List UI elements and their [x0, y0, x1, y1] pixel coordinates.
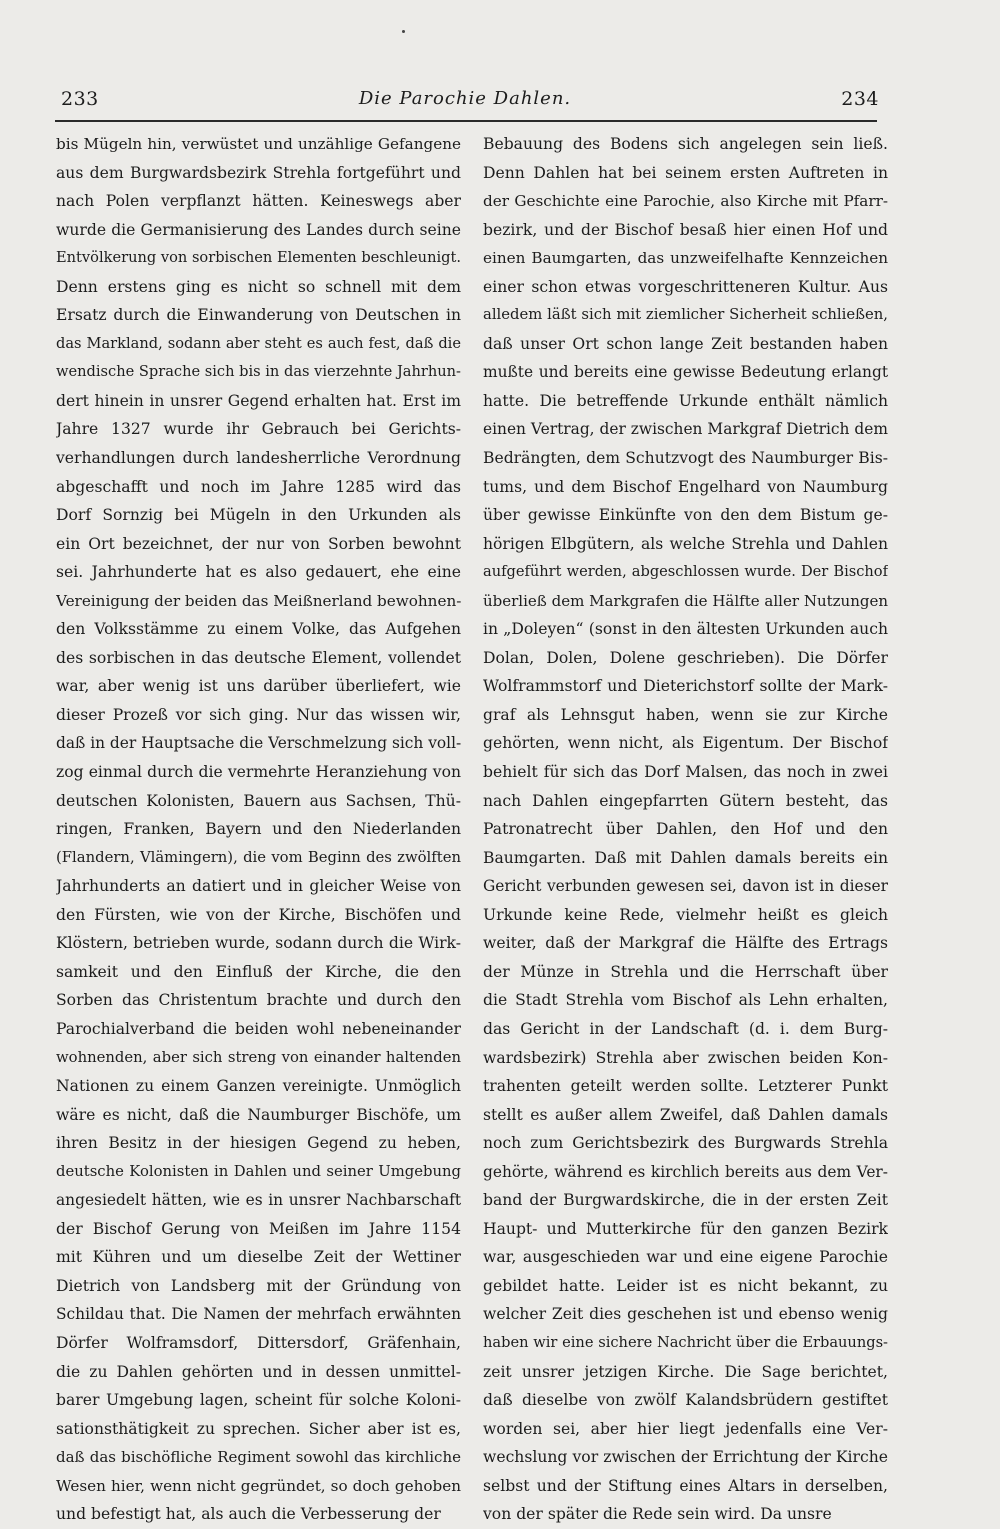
text-line: die Stadt Strehla vom Bischof als Lehn erhalten, — [483, 991, 888, 1010]
text-line: ein Ort bezeichnet, der nur von Sorben bewohnt — [56, 534, 461, 553]
text-line: Jahre 1327 wurde ihr Gebrauch bei Gerichts- — [56, 420, 461, 439]
text-line: in „Doleyen“ (sonst in den ältesten Urkunden auch — [483, 620, 888, 639]
text-line: ihren Besitz in der hiesigen Gegend zu heben, — [56, 1134, 461, 1153]
text-line: Gericht verbunden gewesen sei, davon ist in dieser — [483, 877, 888, 896]
text-line: mit Kühren und um dieselbe Zeit der Wettiner — [56, 1248, 461, 1267]
text-line: gebildet hatte. Leider ist es nicht bekannt, zu — [483, 1276, 888, 1295]
text-line: Patronatrecht über Dahlen, den Hof und den — [483, 820, 888, 839]
text-line: Klöstern, betrieben wurde, sodann durch die Wirk- — [56, 934, 461, 953]
text-line: daß unser Ort schon lange Zeit bestanden haben — [483, 334, 888, 353]
text-line: nach Polen verpflanzt hätten. Keineswegs aber — [56, 192, 461, 211]
text-line: worden sei, aber hier liegt jedenfalls eine Ver- — [483, 1419, 888, 1438]
text-column-right — [483, 130, 888, 1529]
text-line: daß das bischöfliche Regiment sowohl das kirchliche — [56, 1448, 461, 1467]
text-line: das Markland, sodann aber steht es auch fest, daß die — [56, 334, 461, 352]
text-line: Dorf Sornzig bei Mügeln in den Urkunden als — [56, 506, 461, 525]
text-line: deutsche Kolonisten in Dahlen und seiner Umgebung — [56, 1162, 461, 1180]
text-line: überließ dem Markgrafen die Hälfte aller Nutzungen — [483, 591, 888, 610]
text-line: Wolframmstorf und Dieterichstorf sollte der Mark- — [483, 677, 888, 696]
text-line: von der später die Rede sein wird. Da unsre — [483, 1505, 832, 1524]
text-line: wendische Sprache sich bis in das vierzehnte Jahrhun- — [56, 363, 461, 381]
text-column-left — [56, 130, 461, 1529]
text-line: den Volksstämme zu einem Volke, das Aufgehen — [56, 620, 461, 639]
text-line: selbst und der Stiftung eines Altars in derselben, — [483, 1476, 888, 1495]
text-line: wurde die Germanisierung des Landes durch seine — [56, 220, 461, 239]
text-line: alledem läßt sich mit ziemlicher Sicherheit schließen, — [483, 306, 888, 324]
text-line: deutschen Kolonisten, Bauern aus Sachsen, Thü- — [56, 791, 461, 810]
text-line: war, ausgeschieden war und eine eigene Parochie — [483, 1248, 888, 1267]
text-line: Haupt- und Mutterkirche für den ganzen Bezirk — [483, 1219, 888, 1238]
text-line: barer Umgebung lagen, scheint für solche Koloni- — [56, 1391, 461, 1410]
text-line: Denn erstens ging es nicht so schnell mit dem — [56, 277, 461, 296]
text-line: aus dem Burgwardsbezirk Strehla fortgeführt und — [56, 163, 461, 182]
text-line: wäre es nicht, daß die Naumburger Bischöfe, um — [56, 1105, 461, 1124]
running-title: Die Parochie Dahlen. — [358, 88, 572, 109]
text-line: bezirk, und der Bischof besaß hier einen Hof und — [483, 220, 888, 239]
page-header — [55, 86, 879, 116]
text-line: Wesen hier, wenn nicht gegründet, so doch gehoben — [56, 1476, 461, 1495]
text-line: der Geschichte eine Parochie, also Kirche mit Pfarr- — [483, 192, 888, 211]
text-line: Bebauung des Bodens sich angelegen sein ließ. — [483, 135, 888, 153]
text-line: Vereinigung der beiden das Meißnerland bewohnen- — [56, 591, 461, 610]
text-line: Sorben das Christentum brachte und durch den — [56, 991, 461, 1010]
text-line: (Flandern, Vlämingern), die vom Beginn des zwölften — [56, 848, 461, 866]
text-line: Ersatz durch die Einwanderung von Deutschen in — [56, 306, 461, 325]
text-line: band der Burgwardskirche, die in der ersten Zeit — [483, 1191, 888, 1210]
text-line: Schildau that. Die Namen der mehrfach erwähnten — [56, 1305, 461, 1324]
text-line: zeit unsrer jetzigen Kirche. Die Sage berichtet, — [483, 1362, 888, 1381]
text-line: dieser Prozeß vor sich ging. Nur das wissen wir, — [56, 705, 461, 724]
text-line: Urkunde keine Rede, vielmehr heißt es gleich — [483, 905, 888, 924]
text-line: hatte. Die betreffende Urkunde enthält nämlich — [483, 391, 888, 410]
print-speck — [402, 30, 405, 33]
text-line: gehörten, wenn nicht, als Eigentum. Der Bischof — [483, 734, 888, 753]
text-line: des sorbischen in das deutsche Element, vollendet — [56, 648, 461, 667]
text-line: dert hinein in unsrer Gegend erhalten hat. Erst im — [56, 391, 461, 410]
text-line: noch zum Gerichtsbezirk des Burgwards Strehla — [483, 1134, 888, 1153]
text-line: welcher Zeit dies geschehen ist und ebenso wenig — [483, 1305, 888, 1324]
text-line: hörigen Elbgütern, als welche Strehla und Dahlen — [483, 534, 888, 553]
text-line: daß dieselbe von zwölf Kalandsbrüdern gestiftet — [483, 1391, 888, 1410]
text-line: Nationen zu einem Ganzen vereinigte. Unmöglich — [56, 1077, 461, 1096]
text-line: der Münze in Strehla und die Herrschaft über — [483, 962, 888, 981]
text-line: behielt für sich das Dorf Malsen, das noch in zwei — [483, 763, 888, 782]
text-line: Dörfer Wolframsdorf, Dittersdorf, Gräfenhain, — [56, 1333, 461, 1352]
text-line: verhandlungen durch landesherrliche Verordnung — [56, 449, 461, 468]
text-line: tums, und dem Bischof Engelhard von Naumburg — [483, 477, 888, 496]
text-line: einen Vertrag, der zwischen Markgraf Dietrich dem — [483, 420, 888, 439]
text-line: Parochialverband die beiden wohl nebeneinander — [56, 1019, 461, 1038]
text-line: gehörte, während es kirchlich bereits aus dem Ver- — [483, 1162, 888, 1181]
text-line: Dolan, Dolen, Dolene geschrieben). Die Dörfer — [483, 648, 888, 667]
text-line: bis Mügeln hin, verwüstet und unzählige Gefangene — [56, 135, 461, 153]
text-line: Entvölkerung von sorbischen Elementen beschleunigt. — [56, 249, 461, 267]
page-number-left: 233 — [61, 88, 99, 110]
text-line: zog einmal durch die vermehrte Heranziehung von — [56, 763, 461, 782]
text-line: das Gericht in der Landschaft (d. i. dem Burg- — [483, 1019, 888, 1038]
text-line: Bedrängten, dem Schutzvogt des Naumburger Bis- — [483, 449, 888, 468]
text-line: stellt es außer allem Zweifel, daß Dahlen damals — [483, 1105, 888, 1124]
text-line: haben wir eine sichere Nachricht über die Erbauungs- — [483, 1333, 888, 1351]
text-line: die zu Dahlen gehörten und in dessen unmittel- — [56, 1362, 461, 1381]
text-line: wechslung vor zwischen der Errichtung der Kirche — [483, 1448, 888, 1467]
text-line: Jahrhunderts an datiert und in gleicher Weise von — [56, 877, 461, 896]
text-line: den Fürsten, wie von der Kirche, Bischöfen und — [56, 905, 461, 924]
text-line: Baumgarten. Daß mit Dahlen damals bereits ein — [483, 848, 888, 867]
text-line: und befestigt hat, als auch die Verbesserung der — [56, 1505, 441, 1524]
column-gutter — [469, 132, 470, 1342]
text-line: war, aber wenig ist uns darüber überliefert, wie — [56, 677, 461, 696]
text-line: Denn Dahlen hat bei seinem ersten Auftreten in — [483, 163, 888, 182]
text-line: über gewisse Einkünfte von den dem Bistum ge- — [483, 506, 888, 525]
text-line: wardsbezirk) Strehla aber zwischen beiden Kon- — [483, 1048, 888, 1067]
text-line: Dietrich von Landsberg mit der Gründung von — [56, 1276, 461, 1295]
text-line: angesiedelt hätten, wie es in unsrer Nachbarschaft — [56, 1191, 461, 1210]
text-line: sationsthätigkeit zu sprechen. Sicher aber ist es, — [56, 1419, 461, 1438]
text-line: einer schon etwas vorgeschritteneren Kultur. Aus — [483, 277, 888, 296]
text-line: wohnenden, aber sich streng von einander haltenden — [56, 1048, 461, 1066]
text-line: nach Dahlen eingepfarrten Gütern besteht, das — [483, 791, 888, 810]
text-line: trahenten geteilt werden sollte. Letzterer Punkt — [483, 1077, 888, 1096]
text-line: aufgeführt werden, abgeschlossen wurde. Der Bischof — [483, 563, 888, 581]
header-rule — [55, 120, 877, 122]
text-line: mußte und bereits eine gewisse Bedeutung erlangt — [483, 363, 888, 382]
page-number-right: 234 — [841, 88, 879, 110]
text-line: samkeit und den Einfluß der Kirche, die den — [56, 962, 461, 981]
text-line: weiter, daß der Markgraf die Hälfte des Ertrags — [483, 934, 888, 953]
text-line: daß in der Hauptsache die Verschmelzung sich voll- — [56, 734, 461, 753]
text-line: einen Baumgarten, das unzweifelhafte Kennzeichen — [483, 249, 888, 268]
text-line: ringen, Franken, Bayern und den Niederlanden — [56, 820, 461, 839]
text-line: abgeschafft und noch im Jahre 1285 wird das — [56, 477, 461, 496]
text-line: graf als Lehnsgut haben, wenn sie zur Kirche — [483, 705, 888, 724]
text-line: der Bischof Gerung von Meißen im Jahre 1154 — [56, 1219, 461, 1238]
text-line: sei. Jahrhunderte hat es also gedauert, ehe eine — [56, 563, 461, 582]
